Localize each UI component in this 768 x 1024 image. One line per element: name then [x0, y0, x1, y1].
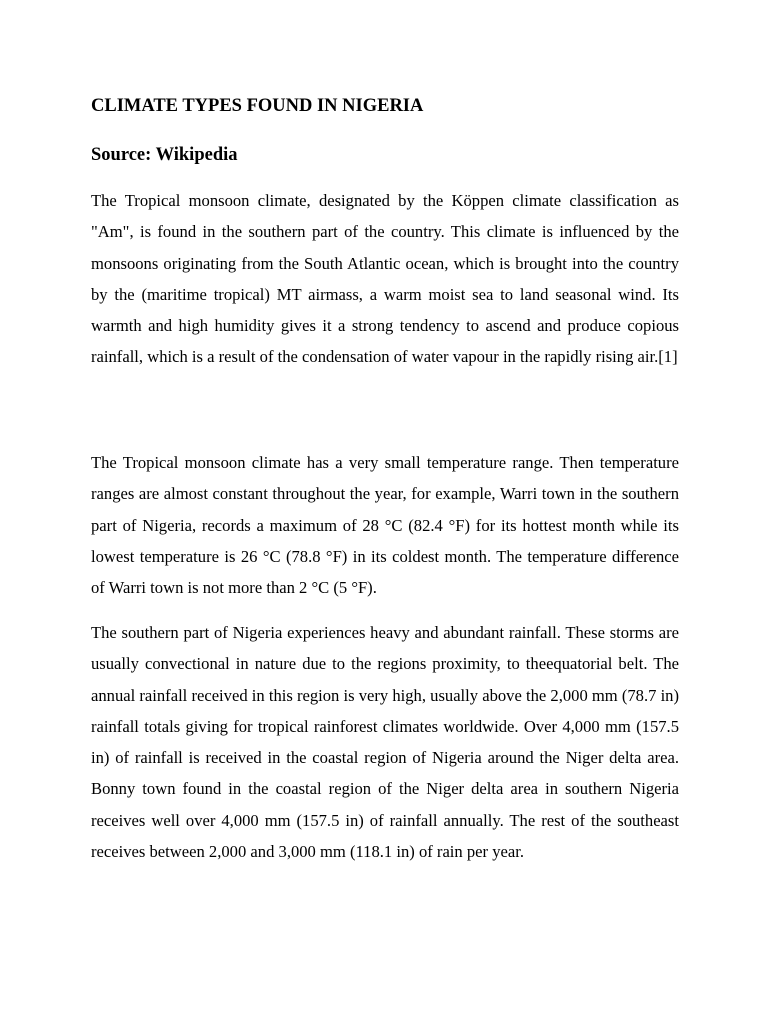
document-title: CLIMATE TYPES FOUND IN NIGERIA: [91, 96, 424, 116]
paragraph-rainfall: The southern part of Nigeria experiences heavy and abundant rainfall. These storms are usually convectional in nature due to the regions proximity, to theequatorial belt. The annual rainfall received in this region is very high, usually above the 2,000 mm (78.7 in) rainfall totals giving for tropical rainforest climates worldwide. Over 4,000 mm (157.5 in) of rainfall is received in the coastal region of Nigeria around the Niger delta area. Bonny town found in the coastal region of the Niger delta area in southern Nigeria receives well over 4,000 mm (157.5 in) of rainfall annually. The rest of the southeast receives between 2,000 and 3,000 mm (118.1 in) of rain per year.: [91, 623, 680, 862]
source-heading: Source: Wikipedia: [91, 145, 238, 165]
paragraph-temperature-range: The Tropical monsoon climate has a very small temperature range. Then temperature ranges are almost constant throughout the year, for example, Warri town in the southern part of Nigeria, records a maximum of 28 °C (82.4 °F) for its hottest month while its lowest temperature is 26 °C (78.8 °F) in its coldest month. The temperature difference of Warri town is not more than 2 °C (5 °F).: [91, 453, 679, 598]
paragraph-tropical-monsoon-intro: The Tropical monsoon climate, designated by the Köppen climate classification as "Am", is found in the southern part of the country. This climate is influenced by the monsoons originating from the South Atlantic ocean, which is brought into the country by the (maritime tropical) MT airmass, a warm moist sea to land seasonal wind. Its warmth and high humidity gives it a strong tendency to ascend and produce copious rainfall, which is a result of the condensation of water vapour in the rapidly rising air.[1]: [91, 191, 679, 367]
